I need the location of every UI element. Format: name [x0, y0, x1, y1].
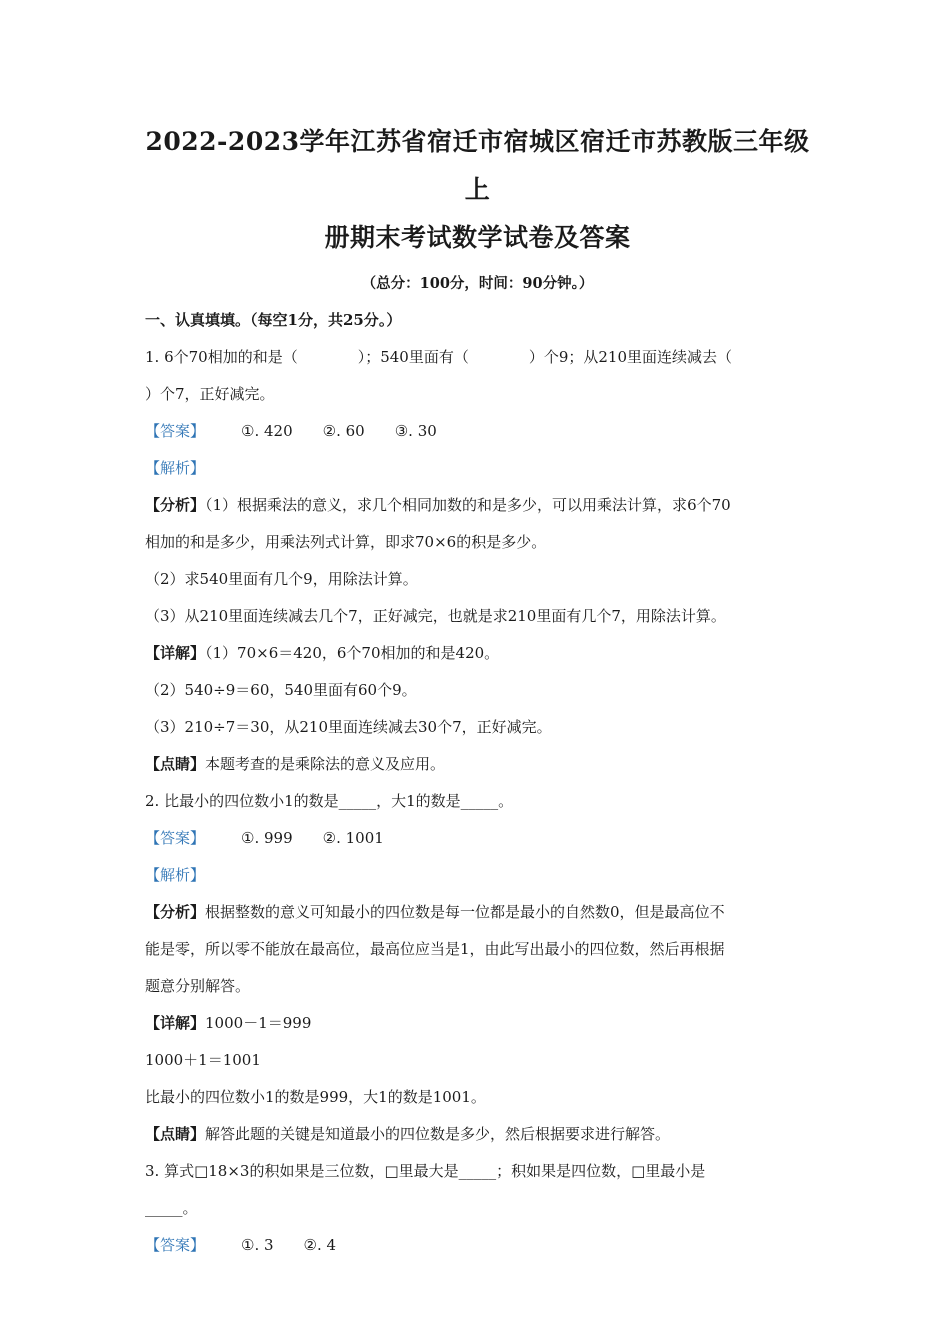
analysis-text: （1）根据乘法的意义，求几个相同加数的和是多少，可以用乘法计算，求6个70	[205, 496, 731, 514]
analysis-label: 【分析】	[145, 496, 206, 514]
question-2-analysis-cont: 题意分别解答。	[145, 977, 251, 995]
point-text: 本题考查的是乘除法的意义及应用。	[205, 755, 446, 773]
question-1-analysis-cont: （2）求540里面有几个9，用除法计算。	[145, 570, 418, 588]
question-3-answer	[145, 1227, 810, 1264]
answer-value: ①. 999	[241, 829, 293, 847]
point-label: 【点睛】	[145, 1125, 206, 1143]
question-1-text: 1. 6个70相加的和是（ ）；540里面有（ ）个9；从210里面连续减去（	[145, 348, 733, 366]
question-2-text: 2. 比最小的四位数小1的数是_____，大1的数是_____。	[145, 792, 514, 810]
question-2-answer	[145, 820, 810, 857]
title-line-1: 2022-2023学年江苏省宿迁市宿城区宿迁市苏教版三年级上	[145, 127, 810, 204]
question-2-point	[145, 1116, 810, 1153]
analysis-label: 【分析】	[145, 903, 206, 921]
exam-info: （总分：100分，时间：90分钟。）	[361, 275, 594, 292]
answer-value: ①. 3	[241, 1236, 274, 1254]
detail-label: 【详解】	[145, 1014, 206, 1032]
answer-value: ②. 1001	[322, 829, 384, 847]
question-2-analysis	[145, 894, 810, 931]
analysis-text: 根据整数的意义可知最小的四位数是每一位都是最小的自然数0，但是最高位不	[205, 903, 725, 921]
document-title	[145, 118, 810, 262]
document-page	[145, 118, 810, 1264]
answer-value: ①. 420	[241, 422, 293, 440]
section-heading: 一、认真填填。（每空1分，共25分。）	[145, 311, 402, 329]
question-1-detail	[145, 635, 810, 672]
answer-tag: 【答案】	[145, 829, 206, 847]
answer-tag: 【答案】	[145, 422, 206, 440]
question-1-analysis	[145, 487, 810, 524]
title-line-2: 册期末考试数学试卷及答案	[324, 223, 631, 252]
answer-value: ②. 4	[303, 1236, 337, 1254]
question-3-text: 3. 算式□18×3的积如果是三位数，□里最大是_____；积如果是四位数，□里最小是	[145, 1162, 706, 1180]
question-2-detail-cont: 1000＋1＝1001	[145, 1051, 261, 1069]
question-2-analysis-cont: 能是零，所以零不能放在最高位，最高位应当是1，由此写出最小的四位数，然后再根据	[145, 940, 725, 958]
analysis-tag: 【解析】	[145, 459, 206, 477]
question-1-answer	[145, 413, 810, 450]
detail-text: （1）70×6＝420，6个70相加的和是420。	[205, 644, 500, 662]
question-2-detail-cont: 比最小的四位数小1的数是999，大1的数是1001。	[145, 1088, 486, 1106]
answer-value: ②. 60	[322, 422, 365, 440]
question-1-detail-cont: （2）540÷9＝60，540里面有60个9。	[145, 681, 417, 699]
question-1-analysis-cont: （3）从210里面连续减去几个7，正好减完，也就是求210里面有几个7，用除法计算。	[145, 607, 726, 625]
point-label: 【点睛】	[145, 755, 206, 773]
answer-tag: 【答案】	[145, 1236, 206, 1254]
point-text: 解答此题的关键是知道最小的四位数是多少，然后根据要求进行解答。	[205, 1125, 671, 1143]
answer-value: ③. 30	[394, 422, 437, 440]
question-1-text-cont: ）个7，正好减完。	[145, 385, 275, 403]
detail-text: 1000－1＝999	[205, 1014, 312, 1032]
detail-label: 【详解】	[145, 644, 206, 662]
question-2-detail	[145, 1005, 810, 1042]
analysis-tag: 【解析】	[145, 866, 206, 884]
question-1-point	[145, 746, 810, 783]
question-3-text-cont: _____。	[145, 1199, 198, 1217]
question-1-analysis-cont: 相加的和是多少，用乘法列式计算，即求70×6的积是多少。	[145, 533, 547, 551]
question-1-detail-cont: （3）210÷7＝30，从210里面连续减去30个7，正好减完。	[145, 718, 552, 736]
